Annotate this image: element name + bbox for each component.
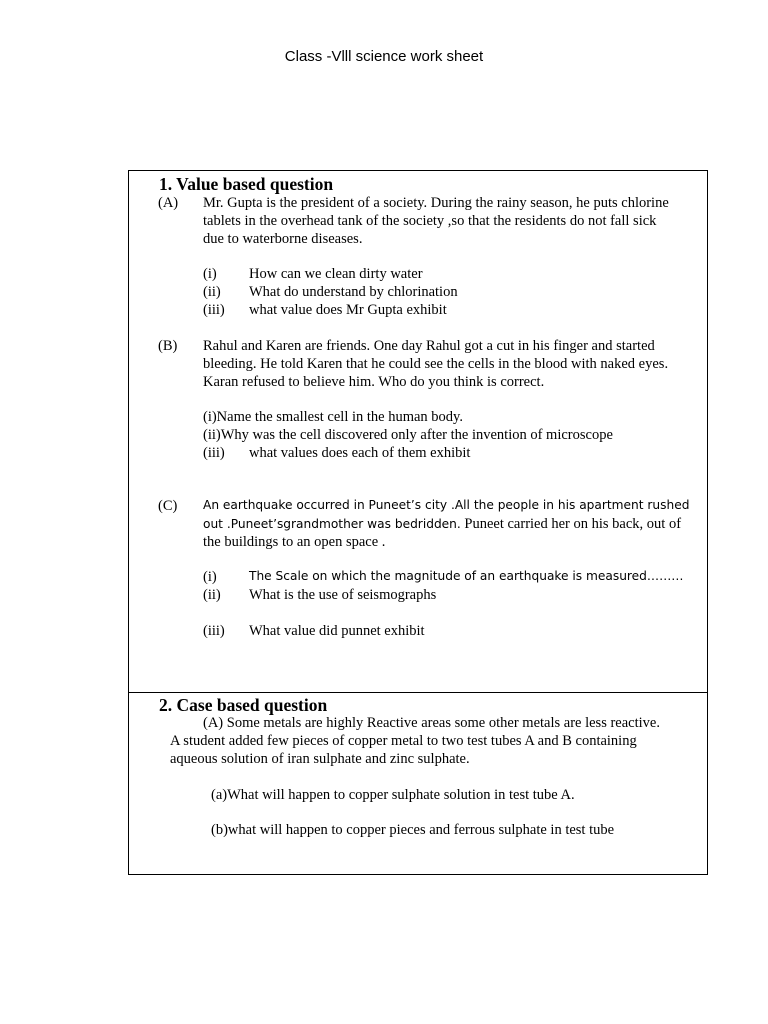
sub-question-number: (i) (203, 266, 217, 282)
text-line: Mr. Gupta is the president of a society. During the rainy season, he puts chlorine (203, 195, 669, 211)
question-label: (B) (158, 338, 178, 354)
sub-question-number: (iii) (203, 623, 225, 639)
sub-question-number: (iii) (203, 445, 225, 461)
sub-question-text: (a)What will happen to copper sulphate solution in test tube A. (211, 787, 575, 803)
text-fragment: Puneet carried her on his back, out of (460, 516, 682, 532)
text-line: An earthquake occurred in Puneet’s city .All the people in his apartment rushed (203, 498, 690, 512)
sub-question-text: what values does each of them exhibit (249, 445, 471, 461)
sub-question-number: (ii) (203, 587, 221, 603)
text-line: Rahul and Karen are friends. One day Rahul got a cut in his finger and started (203, 338, 655, 354)
text-line (203, 516, 681, 533)
text-line: A student added few pieces of copper metal to two test tubes A and B containing (170, 733, 637, 749)
sub-question-text: How can we clean dirty water (249, 266, 423, 282)
question-text (203, 195, 699, 248)
sub-question-number: (iii) (203, 302, 225, 318)
sub-question-text: What do understand by chlorination (249, 284, 458, 300)
section-heading: 1. Value based question (159, 174, 334, 194)
sub-question-number: (ii) (203, 284, 221, 300)
sub-question-text: What value did punnet exhibit (249, 623, 425, 639)
sub-question-text: (b)what will happen to copper pieces and ferrous sulphate in test tube (211, 822, 615, 838)
section-heading: 2. Case based question (159, 695, 328, 715)
case-based-section (128, 692, 708, 875)
sub-question-text: What is the use of seismographs (249, 587, 437, 603)
page-title: Class -Vlll science work sheet (284, 48, 484, 65)
text-line: due to waterborne diseases. (203, 230, 363, 247)
text-fragment: out .Puneet’sgrandmother was bedridden. (203, 517, 461, 531)
text-line: bleeding. He told Karen that he could see the cells in the blood with naked eyes. (203, 355, 669, 372)
text-line: aqueous solution of iran sulphate and zinc sulphate. (170, 751, 470, 767)
text-line: Karan refused to believe him. Who do you think is correct. (203, 373, 545, 390)
value-based-section (128, 170, 708, 693)
sub-question-text: what value does Mr Gupta exhibit (249, 302, 447, 318)
text-line: tablets in the overhead tank of the society ,so that the residents do not fall sick (203, 212, 657, 229)
sub-question-text: (ii)Why was the cell discovered only after the invention of microscope (203, 427, 613, 443)
sub-question-number: (i) (203, 569, 217, 585)
text-line: the buildings to an open space . (203, 534, 386, 550)
sub-question-text: (i)Name the smallest cell in the human body. (203, 409, 463, 425)
sub-question-text: The Scale on which the magnitude of an earthquake is measured……… (249, 569, 684, 583)
text-line: (A) Some metals are highly Reactive areas some other metals are less reactive. (203, 715, 660, 731)
question-text (203, 338, 699, 391)
question-label: (A) (158, 195, 179, 211)
question-label: (C) (158, 498, 178, 514)
